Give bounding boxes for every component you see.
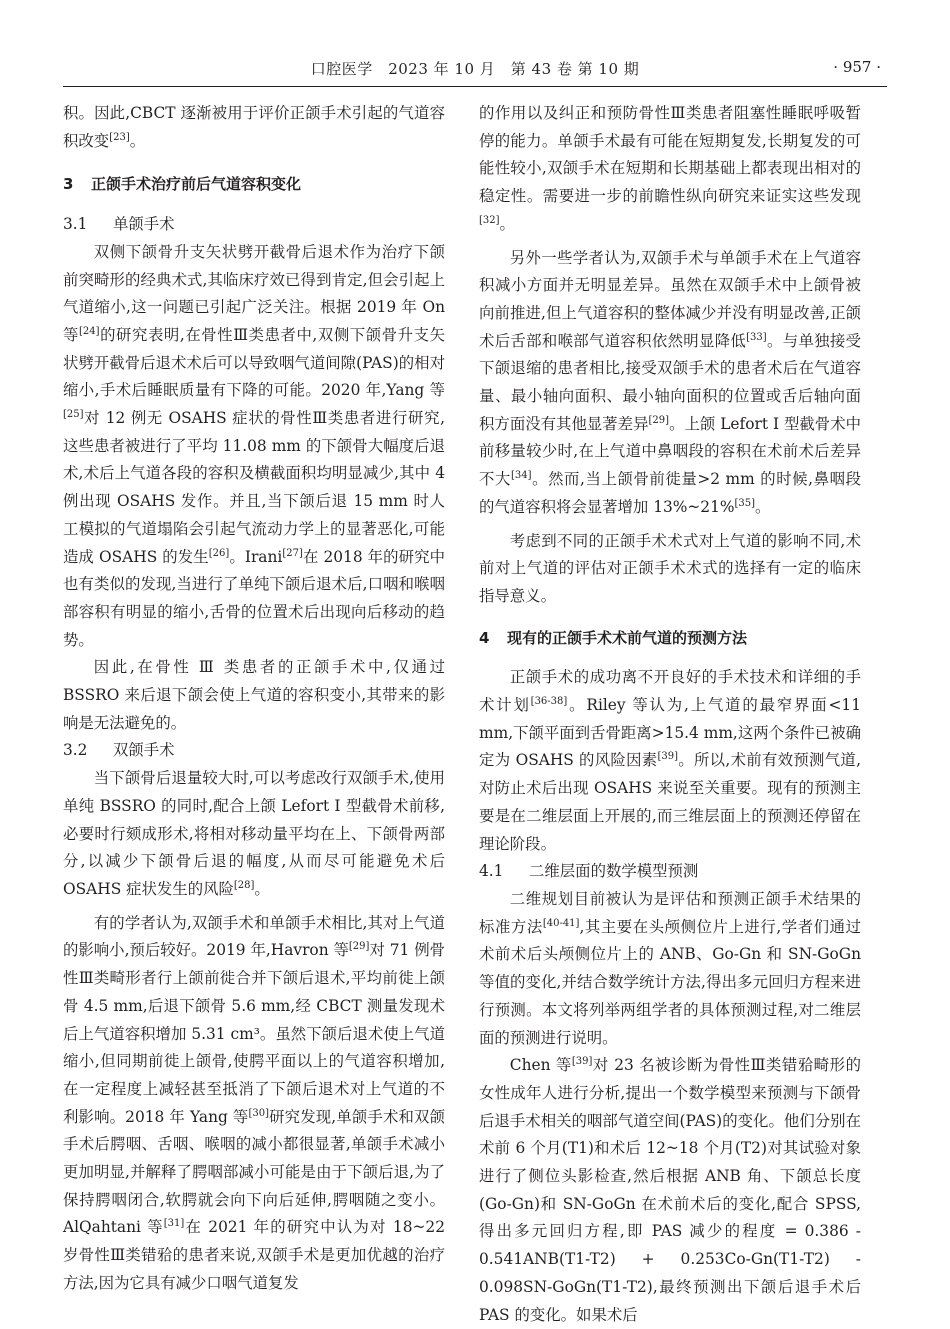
paragraph: Chen 等[39]对 23 名被诊断为骨性Ⅲ类错𬌗畸形的女性成年人进行分析,提出一个数学模型来预测与下颌骨后退手术相关的咽部气道空间(PAS)的变化。他们分别在术前 6 个月(T1)和术后 12~18 个月(T2)对其试验对象进行了侧位头影检查,然后根据 ANB 角、下颌总长度(Go-Gn)和 SN-GoGn 在术前术后的变化,配合 SPSS,得出多元回归方程,即 PAS 减少的程度 = 0.386 - 0.541ANB(T1-T2) + 0.253Co-Gn(T1-T2) - 0.098SN-GoGn(T1-T2),最终预测出下颌后退手术后 PAS 的变化。如果术后 [479, 1056, 861, 1324]
left-column [63, 100, 445, 1298]
section-heading-3: 3 正颌手术治疗前后气道容积变化 [63, 175, 302, 194]
paragraph: 另外一些学者认为,双颌手术与单颌手术在上气道容积减小方面并无明显差异。虽然在双颌手术中上颌骨被向前推进,但上气道容积的整体减少并没有明显改善,正颌术后舌部和喉部气道容积依然明显降低[33]。与单独接受下颌退缩的患者相比,接受双颌手术的患者术后在气道容量、最小轴向面积、最小轴向面积的位置或舌后轴向面积方面没有其他显著差异[29]。上颌 Lefort Ⅰ 型截骨术中前移量较少时,在上气道中鼻咽段的容积在术前术后差异不大[34]。然而,当上颌骨前徙量>2 mm 的时候,鼻咽段的气道容积将会显著增加 13%~21%[35]。 [479, 248, 861, 516]
citation[interactable]: [28] [233, 879, 255, 891]
paragraph: 有的学者认为,双颌手术和单颌手术相比,其对上气道的影响小,预后较好。2019 年,Havron 等[29]对 71 例骨性Ⅲ类畸形者行上颌前徙合并下颌后退术,平均前徙上颌骨 4.5 mm,后退下颌骨 5.6 mm,经 CBCT 测量发现术后上气道容积增加 5.31 cm³。虽然下颌后退术使上气道缩小,但同期前徙上颌骨,使腭平面以上的气道容积增加,在一定程度上减轻甚至抵消了下颌后退术对上气道的不利影响。2018 年 Yang 等[30]研究发现,单颌手术和双颌手术后腭咽、舌咽、喉咽的减小都很显著,单颌手术减小更加明显,并解释了腭咽部减小可能是由于下颌后退,为了保持腭咽闭合,软腭就会向下向后延伸,腭咽随之变小。AlQahtani 等[31]在 2021 年的研究中认为对 18~22 岁骨性Ⅲ类错𬌗的患者来说,双颌手术是更加优越的治疗方法,因为它具有减少口咽气道复发 [63, 913, 445, 1292]
journal-info: 口腔医学 2023 年 10 月 第 43 卷 第 10 期 [310, 60, 640, 78]
citation[interactable]: [30] [248, 1107, 269, 1119]
citation[interactable]: [27] [282, 547, 303, 559]
subsection-heading-3-2: 3.2 双颌手术 [63, 741, 175, 760]
citation[interactable]: [34] [510, 470, 532, 482]
citation[interactable]: [35] [734, 497, 756, 509]
citation[interactable]: [36-38] [530, 695, 568, 707]
citation[interactable]: [29] [648, 414, 670, 426]
citation[interactable]: [31] [163, 1218, 185, 1230]
paragraph: 当下颌骨后退量较大时,可以考虑改行双颌手术,使用单纯 BSSRO 的同时,配合上颌 Lefort Ⅰ 型截骨术前移,必要时行颏成形术,将相对移动量平均在上、下颌骨两部分,以减少下颌骨后退的幅度,从而尽可能避免术后 OSAHS 症状发生的风险[28]。 [63, 769, 445, 898]
running-header [63, 52, 887, 87]
paragraph: 考虑到不同的正颌手术术式对上气道的影响不同,术前对上气道的评估对正颌手术术式的选择有一定的临床指导意义。 [479, 531, 861, 605]
paragraph: 积。因此,CBCT 逐渐被用于评价正颌手术引起的气道容积改变[23]。 [63, 104, 445, 150]
subsection-heading-4-1: 4.1 二维层面的数学模型预测 [479, 862, 699, 881]
paragraph: 因此,在骨性 Ⅲ 类患者的正颌手术中,仅通过 BSSRO 来后退下颌会使上气道的容积变小,其带来的影响是无法避免的。 [63, 658, 445, 732]
citation[interactable]: [25] [63, 408, 84, 420]
section-heading-4: 4 现有的正颌手术术前气道的预测方法 [479, 628, 748, 647]
citation[interactable]: [26] [208, 547, 230, 559]
citation[interactable]: [32] [479, 214, 500, 226]
citation[interactable]: [40-41] [542, 917, 580, 929]
citation[interactable]: [29] [348, 941, 370, 953]
paragraph: 二维规划目前被认为是评估和预测正颌手术结果的标准方法[40-41],其主要在头颅侧位片上进行,学者们通过术前术后头颅侧位片上的 ANB、Go-Gn 和 SN-GoGn 等值的变化,并结合数学统计方法,得出多元回归方程来进行预测。本文将列举两组学者的具体预测过程,对二维层面的预测进行说明。 [479, 889, 861, 1047]
page-number: · 957 · [833, 58, 881, 76]
citation[interactable]: [39] [571, 1056, 593, 1068]
citation[interactable]: [39] [657, 751, 678, 763]
citation[interactable]: [33] [746, 331, 767, 343]
paragraph: 双侧下颌骨升支矢状劈开截骨后退术作为治疗下颌前突畸形的经典术式,其临床疗效已得到肯定,但会引起上气道缩小,这一问题已引起广泛关注。根据 2019 年 On 等[24]的研究表明,在骨性Ⅲ类患者中,双侧下颌骨升支矢状劈开截骨后退术术后可以导致咽气道间隙(PAS)的相对缩小,手术后睡眠质量有下降的可能。2020 年,Yang 等[25]对 12 例无 OSAHS 症状的骨性Ⅲ类患者进行研究,这些患者被进行了平均 11.08 mm 的下颌骨大幅度后退术,术后上气道各段的容积及横截面积均明显减少,其中 4 例出现 OSAHS 发作。并且,当下颌后退 15 mm 时人工模拟的气道塌陷会引起气流动力学上的显著恶化,可能造成 OSAHS 的发生[26]。Irani[27]在 2018 年的研究中也有类似的发现,当进行了单纯下颌后退术后,口咽和喉咽部容积有明显的缩小,舌骨的位置术后出现向后移动的趋势。 [63, 242, 446, 649]
citation[interactable]: [23] [109, 131, 130, 143]
right-column [479, 100, 861, 1329]
citation[interactable]: [24] [78, 325, 100, 337]
paragraph: 正颌手术的成功离不开良好的手术技术和详细的手术计划[36-38]。Riley 等认为,上气道的最窄界面<11 mm,下颌平面到舌骨距离>15.4 mm,这两个条件已被确定为 OSAHS 的风险因素[39]。所以,术前有效预测气道,对防止术后出现 OSAHS 来说至关重要。现有的预测主要是在二维层面上开展的,而三维层面上的预测还停留在理论阶段。 [479, 668, 861, 853]
paragraph: 的作用以及纠正和预防骨性Ⅲ类患者阻塞性睡眠呼吸暂停的能力。单颌手术最有可能在短期复发,长期复发的可能性较小,双颌手术在短期和长期基础上都表现出相对的稳定性。需要进一步的前瞻性纵向研究来证实这些发现[32]。 [479, 104, 861, 233]
subsection-heading-3-1: 3.1 单颌手术 [63, 215, 175, 234]
